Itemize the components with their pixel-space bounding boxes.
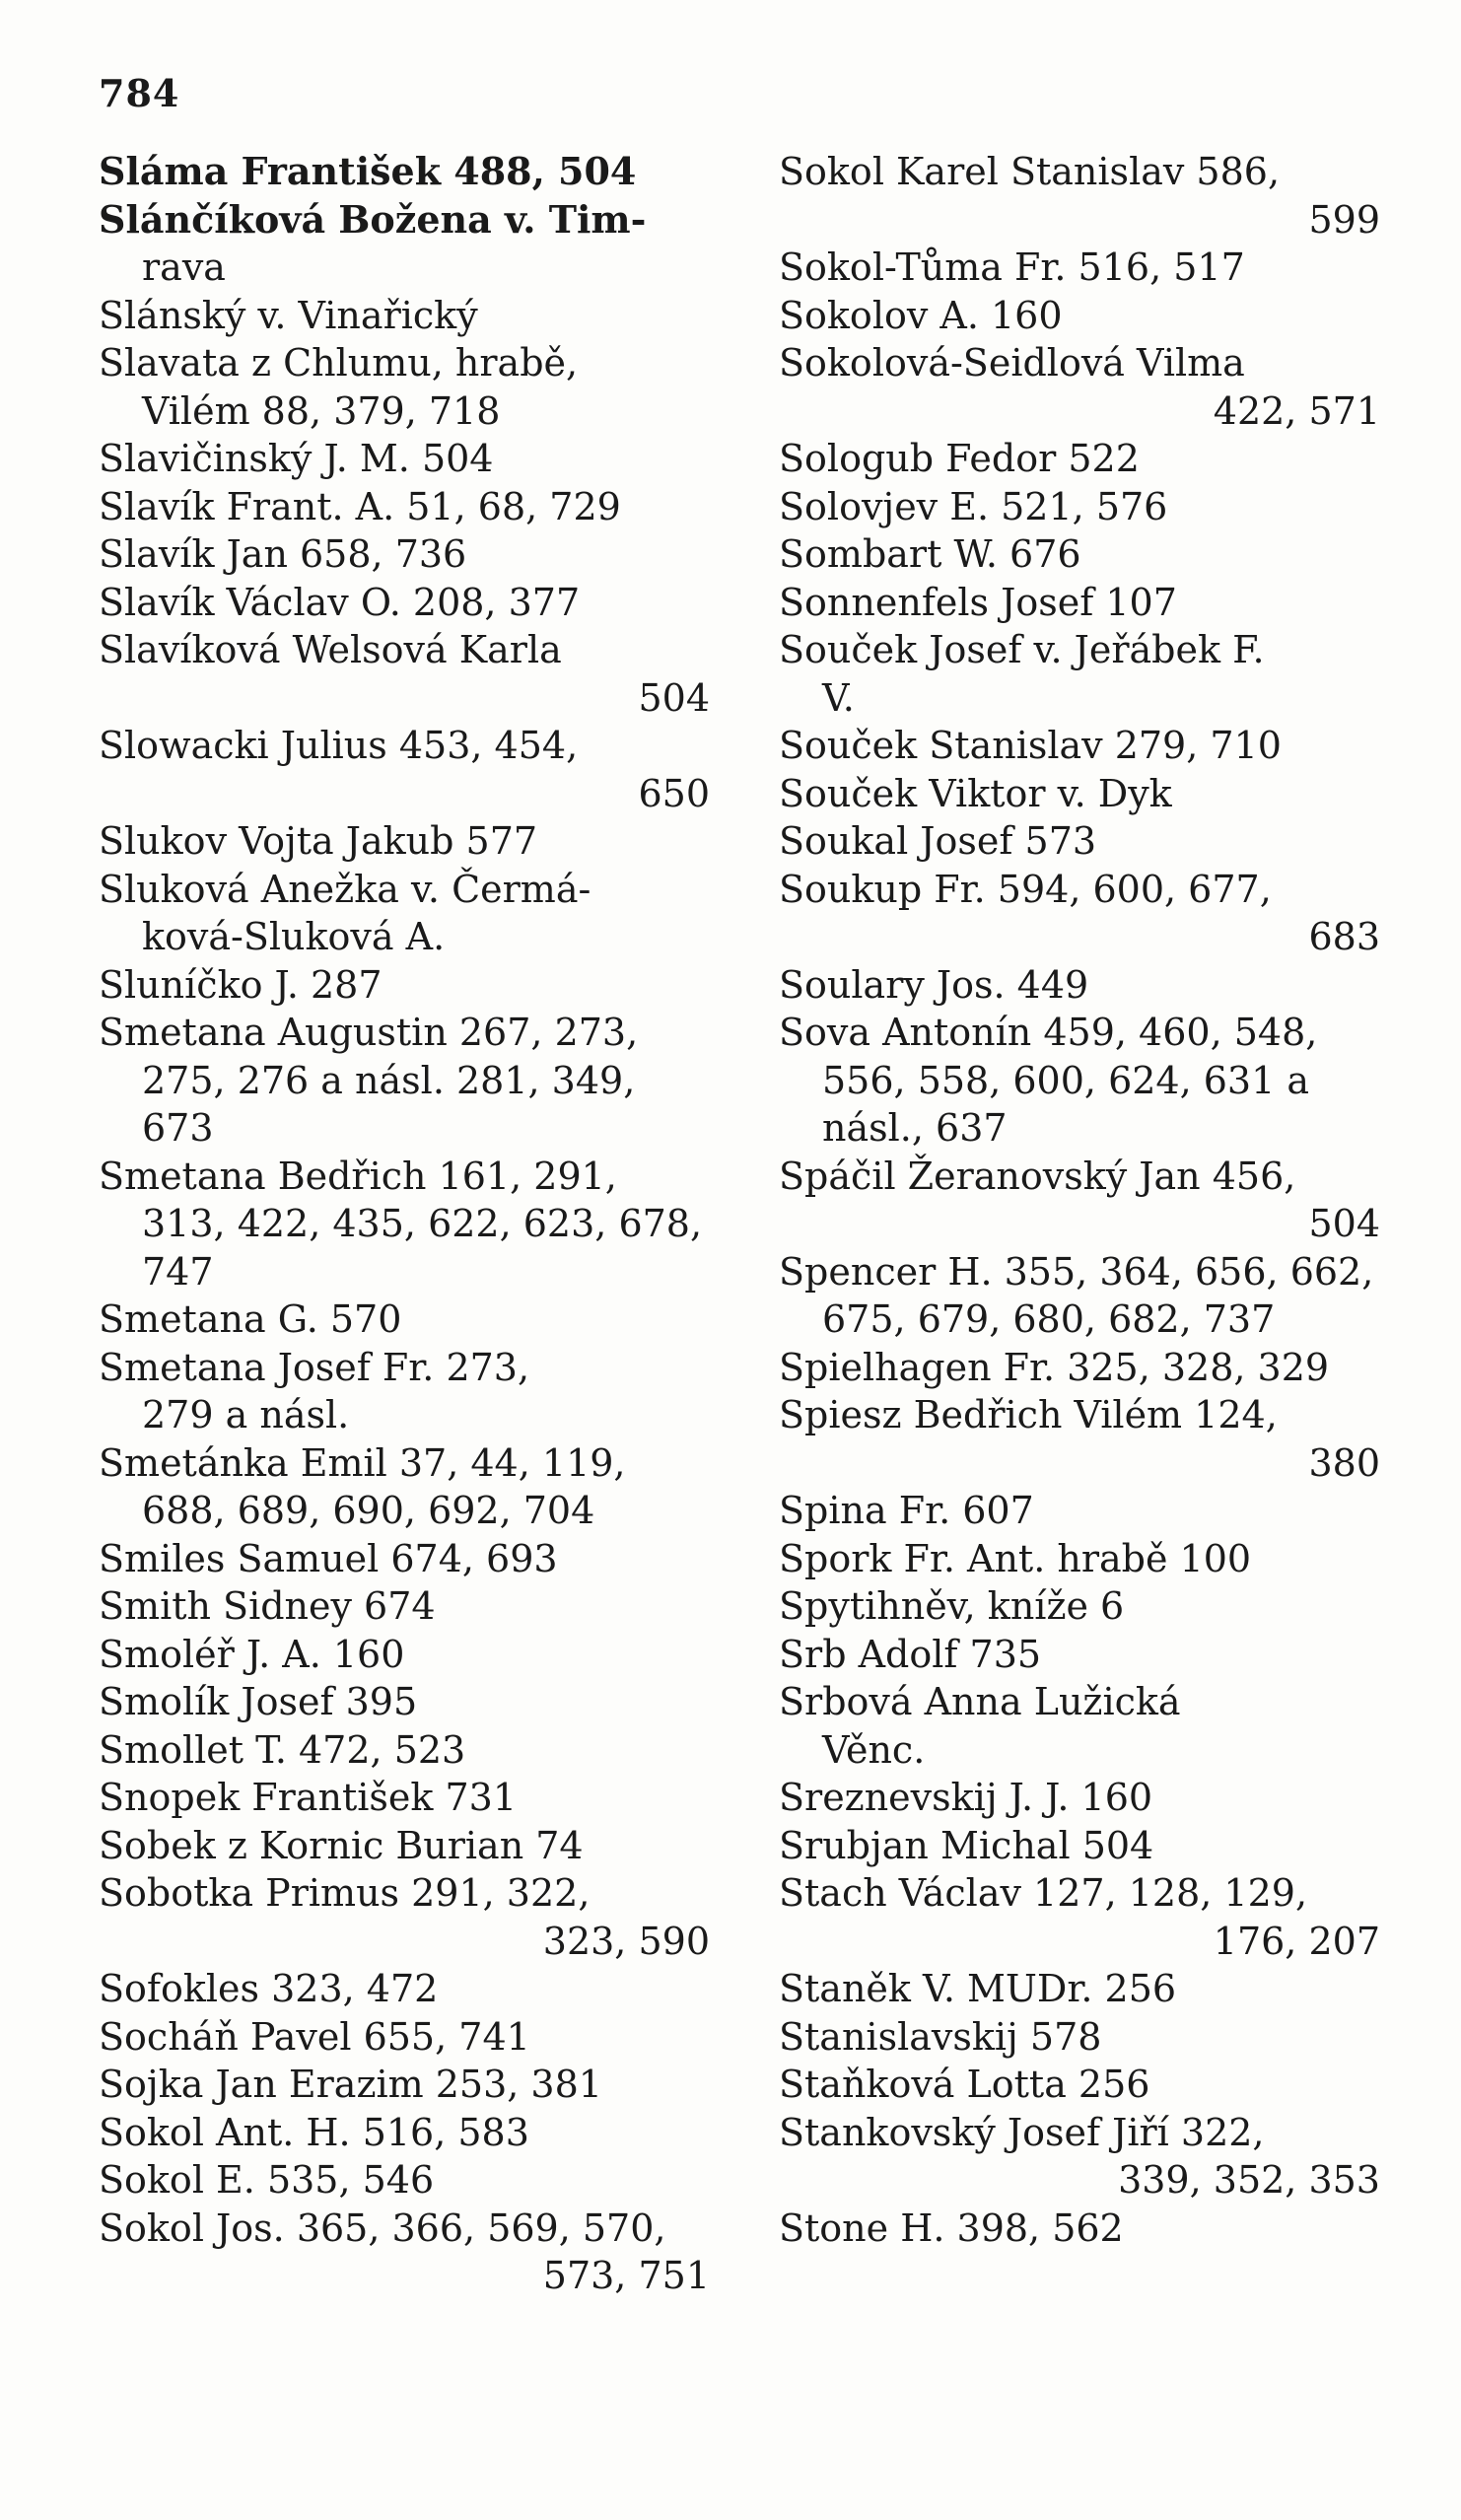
index-entry: [779, 2061, 1380, 2109]
index-entry-line: Sokol E. 535, 546: [99, 2158, 435, 2202]
index-entry-line: Soulary Jos. 449: [779, 962, 1089, 1007]
index-entry: [99, 2013, 710, 2062]
index-entry-line: Slavičinský J. M. 504: [99, 437, 494, 480]
index-entry: [779, 1869, 1380, 1965]
index-entry: [779, 244, 1380, 292]
index-entry-line: Smetánka Emil 37, 44, 119,: [99, 1440, 626, 1485]
index-entry: [99, 1631, 710, 1679]
index-entry: [99, 1582, 710, 1631]
index-entry: [779, 1535, 1380, 1583]
index-entry: [99, 148, 710, 196]
index-entry-line: Stone H. 398, 562: [779, 2205, 1124, 2250]
index-entry-line: 675, 679, 680, 682, 737: [822, 1297, 1276, 1341]
index-entry-line: Sova Antonín 459, 460, 548,: [779, 1011, 1318, 1054]
index-entry: [779, 1009, 1380, 1153]
index-entry-line: násl., 637: [822, 1106, 1008, 1150]
index-entry: [99, 817, 710, 866]
index-entry-line: Sombart W. 676: [779, 532, 1081, 576]
index-entry-line: Smith Sidney 674: [99, 1584, 436, 1628]
index-entry-line: Spáčil Žeranovský Jan 456,: [779, 1154, 1296, 1198]
index-entry-line: Sokol Ant. H. 516, 583: [99, 2110, 529, 2154]
index-entry-line: Slánčíková Božena v. Tim-: [99, 196, 647, 242]
index-entry: [99, 1726, 710, 1775]
index-entry-line: Souček Viktor v. Dyk: [779, 771, 1172, 815]
index-entry-line: Spork Fr. Ant. hrabě 100: [779, 1536, 1252, 1580]
index-entry: [779, 1965, 1380, 2013]
index-entry-tail: 339, 352, 353: [1118, 2158, 1380, 2202]
index-entry-line: Slavata z Chlumu, hrabě,: [99, 341, 579, 385]
index-entry: [779, 722, 1380, 770]
index-entry: [779, 961, 1380, 1010]
index-entry-tail: 323, 590: [542, 1919, 710, 1963]
index-entry: [779, 1822, 1380, 1870]
index-entry: [99, 1869, 710, 1965]
index-entry-line: Slavík Jan 658, 736: [99, 532, 467, 576]
index-entry: [99, 1678, 710, 1726]
index-entry: [99, 2205, 710, 2300]
index-entry-tail: 683: [1308, 915, 1380, 958]
index-column-left: [99, 148, 710, 2300]
index-entry-line: Slavík Václav O. 208, 377: [99, 580, 581, 624]
index-entry-line: Sobotka Primus 291, 322,: [99, 1871, 591, 1915]
index-entry-tail: 176, 207: [1213, 1919, 1380, 1963]
index-entry-line: 279 a násl.: [142, 1393, 350, 1436]
index-entry-line: Věnc.: [822, 1727, 926, 1772]
index-entry-line: Sologub Fedor 522: [779, 437, 1140, 480]
index-entry-line: Souček Stanislav 279, 710: [779, 724, 1282, 767]
index-entry-line: Sluníčko J. 287: [99, 962, 383, 1007]
index-entry: [779, 866, 1380, 961]
index-entry-line: Slánský v. Vinařický: [99, 293, 478, 337]
index-entry: [99, 292, 710, 340]
index-entry-line: Sreznevskij J. J. 160: [779, 1776, 1153, 1819]
index-entry-line: Sláma František 488, 504: [99, 149, 637, 193]
index-entry: [779, 483, 1380, 531]
index-entry-line: Smetana Josef Fr. 273,: [99, 1345, 530, 1389]
index-entry: [99, 483, 710, 531]
index-entry: [99, 435, 710, 483]
index-entry-tail: 504: [1308, 1202, 1380, 1245]
index-entry: [779, 339, 1380, 435]
index-entry-line: Socháň Pavel 655, 741: [99, 2014, 530, 2059]
index-entry: [99, 1153, 710, 1296]
index-column-right: [779, 148, 1380, 2252]
index-entry-line: Sojka Jan Erazim 253, 381: [99, 2063, 602, 2106]
index-entry-tail: 650: [638, 771, 710, 815]
index-entry-line: Smolík Josef 395: [99, 1680, 418, 1723]
index-entry: [779, 530, 1380, 579]
index-entry-line: Slavíková Welsová Karla: [99, 628, 562, 671]
index-entry: [779, 2205, 1380, 2253]
index-entry: [99, 961, 710, 1010]
index-entry-line: 275, 276 a násl. 281, 349,: [142, 1058, 636, 1102]
index-entry: [779, 148, 1380, 244]
index-entry-line: Spina Fr. 607: [779, 1489, 1034, 1532]
index-entry-line: ková-Sluková A.: [142, 915, 446, 958]
index-entry: [99, 196, 710, 292]
index-entry-line: Sokol-Tůma Fr. 516, 517: [779, 245, 1245, 289]
index-entry-line: Srb Adolf 735: [779, 1632, 1042, 1676]
index-entry: [779, 1153, 1380, 1248]
index-entry: [99, 1535, 710, 1583]
index-entry-line: Smetana Augustin 267, 273,: [99, 1011, 639, 1054]
index-entry: [779, 1391, 1380, 1487]
index-entry: [99, 866, 710, 961]
index-entry: [99, 1774, 710, 1822]
index-entry: [779, 1487, 1380, 1535]
index-entry-line: Sokolov A. 160: [779, 293, 1063, 337]
index-entry-line: Snopek František 731: [99, 1776, 518, 1819]
index-entry-line: 673: [142, 1106, 214, 1150]
index-entry-line: Solovjev E. 521, 576: [779, 484, 1168, 528]
index-entry: [779, 1344, 1380, 1392]
index-entry: [779, 817, 1380, 866]
index-entry-line: Sokol Jos. 365, 366, 569, 570,: [99, 2205, 666, 2250]
index-entry-line: Srubjan Michal 504: [779, 1823, 1154, 1867]
index-entry: [99, 2109, 710, 2157]
index-entry: [99, 1344, 710, 1439]
index-entry: [779, 435, 1380, 483]
index-entry-tail: 599: [1308, 197, 1380, 242]
index-entry-line: Srbová Anna Lužická: [779, 1680, 1181, 1723]
index-entry: [779, 1774, 1380, 1822]
index-entry-line: Staněk V. MUDr. 256: [779, 1967, 1177, 2010]
index-entry-line: 747: [142, 1249, 214, 1294]
index-entry-line: Smiles Samuel 674, 693: [99, 1536, 558, 1580]
index-entry-line: 688, 689, 690, 692, 704: [142, 1489, 595, 1532]
index-entry-line: Spytihněv, kníže 6: [779, 1584, 1125, 1628]
index-entry-line: Stankovský Josef Jiří 322,: [779, 2110, 1265, 2154]
index-entry-line: Spielhagen Fr. 325, 328, 329: [779, 1345, 1330, 1389]
index-entry-line: Smetana Bedřich 161, 291,: [99, 1154, 617, 1198]
index-entry: [99, 626, 710, 722]
index-entry: [99, 530, 710, 579]
index-entry: [99, 722, 710, 817]
index-entry: [779, 2109, 1380, 2205]
page-number: 784: [99, 71, 180, 115]
index-entry-line: 556, 558, 600, 624, 631 a: [822, 1058, 1310, 1102]
index-entry: [99, 339, 710, 435]
index-entry-tail: 573, 751: [542, 2254, 710, 2297]
index-entry: [99, 1295, 710, 1344]
index-entry: [99, 1009, 710, 1153]
index-entry-line: Slowacki Julius 453, 454,: [99, 724, 579, 767]
index-entry-tail: 380: [1308, 1440, 1380, 1485]
index-entry-line: Sokol Karel Stanislav 586,: [779, 150, 1281, 193]
index-entry-line: Sofokles 323, 472: [99, 1967, 439, 2010]
index-entry-line: 313, 422, 435, 622, 623, 678,: [142, 1202, 703, 1245]
index-entry-line: Soukup Fr. 594, 600, 677,: [779, 867, 1272, 911]
index-entry-line: Stanislavskij 578: [779, 2014, 1102, 2059]
index-entry-line: Sokolová-Seidlová Vilma: [779, 341, 1245, 385]
index-entry: [99, 1965, 710, 2013]
index-entry-line: Slavík Frant. A. 51, 68, 729: [99, 484, 621, 528]
index-entry-line: Stach Václav 127, 128, 129,: [779, 1871, 1308, 1915]
index-entry: [99, 1822, 710, 1870]
index-entry-line: rava: [142, 245, 226, 289]
index-entry: [99, 2156, 710, 2205]
index-entry-line: Sluková Anežka v. Čermá-: [99, 867, 591, 911]
index-entry: [779, 2013, 1380, 2062]
index-entry-line: Sobek z Kornic Burian 74: [99, 1823, 584, 1867]
index-entry-line: Staňková Lotta 256: [779, 2063, 1150, 2106]
index-entry: [779, 770, 1380, 818]
index-entry-line: Smoléř J. A. 160: [99, 1632, 405, 1676]
index-entry-line: Slukov Vojta Jakub 577: [99, 819, 538, 863]
index-entry: [779, 1248, 1380, 1344]
index-entry: [99, 2061, 710, 2109]
index-entry: [779, 1678, 1380, 1774]
index-entry-line: V.: [822, 675, 855, 720]
index-entry-line: Soukal Josef 573: [779, 819, 1097, 863]
index-entry: [779, 1582, 1380, 1631]
index-entry-line: Spencer H. 355, 364, 656, 662,: [779, 1249, 1374, 1294]
index-entry-tail: 504: [638, 675, 710, 720]
index-entry: [779, 626, 1380, 722]
index-entry: [779, 579, 1380, 627]
index-entry: [99, 579, 710, 627]
index-entry: [779, 292, 1380, 340]
index-entry-line: Sonnenfels Josef 107: [779, 580, 1177, 624]
index-entry-line: Smetana G. 570: [99, 1297, 402, 1341]
index-entry-line: Spiesz Bedřich Vilém 124,: [779, 1393, 1278, 1436]
index-entry-line: Souček Josef v. Jeřábek F.: [779, 628, 1265, 671]
index-entry-line: Smollet T. 472, 523: [99, 1727, 466, 1772]
index-entry-line: Vilém 88, 379, 718: [142, 388, 501, 433]
index-entry: [779, 1631, 1380, 1679]
index-entry-tail: 422, 571: [1213, 388, 1380, 433]
index-entry: [99, 1439, 710, 1535]
